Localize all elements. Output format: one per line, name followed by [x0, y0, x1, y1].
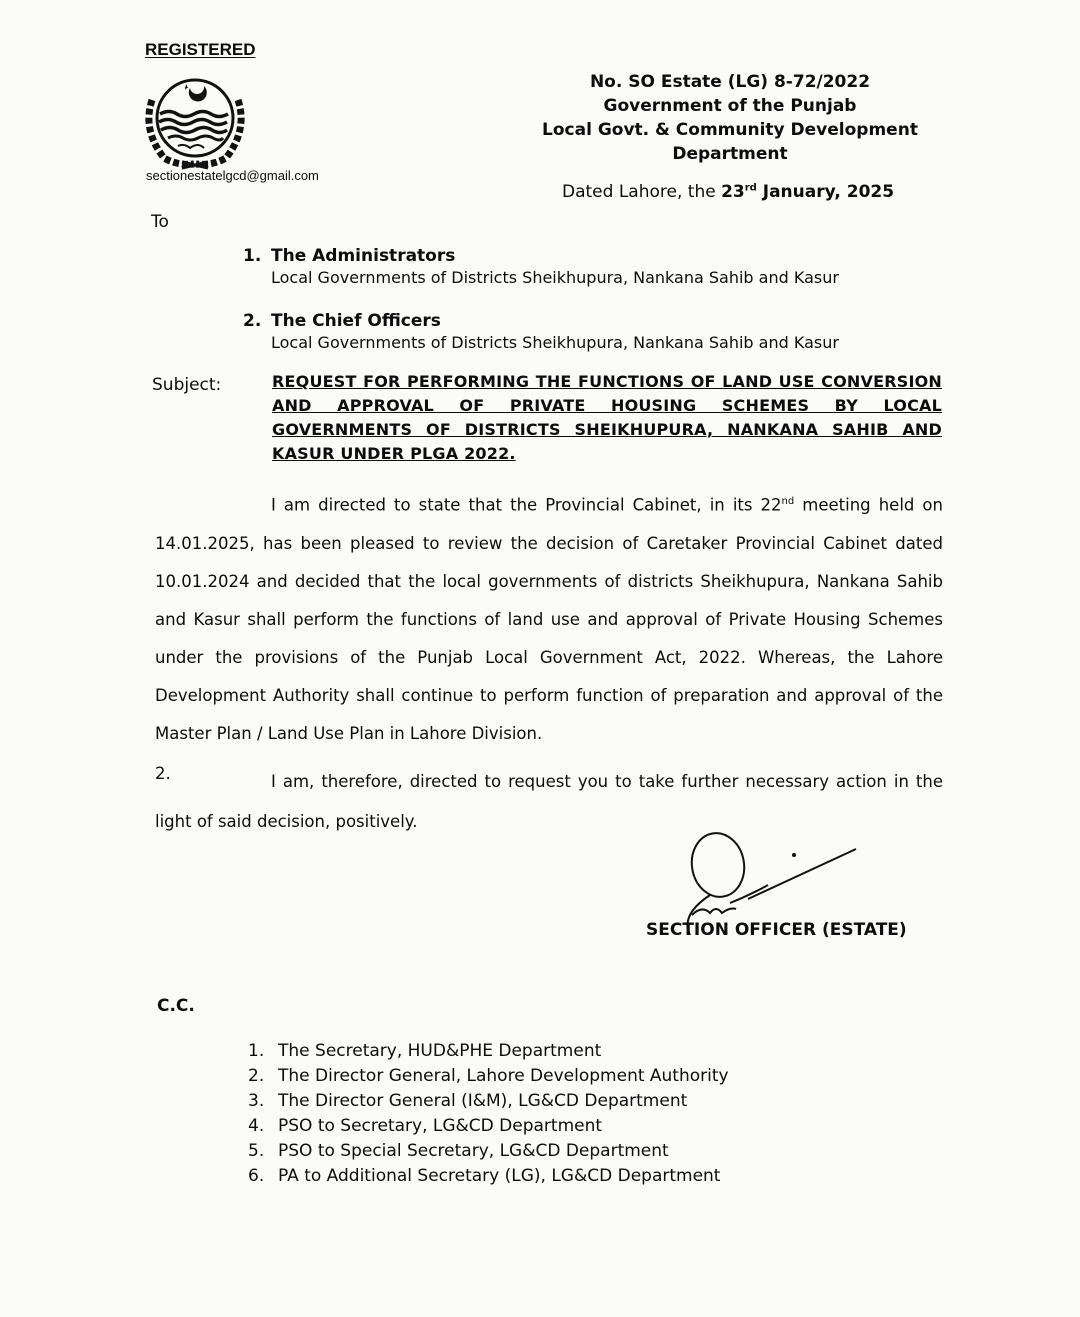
subject-text: REQUEST FOR PERFORMING THE FUNCTIONS OF LAND USE CONVERSION AND APPROVAL OF PRIVATE HOUSING SCHEMES BY LOCAL GOVERNMENTS OF DISTRICTS SHEIKHUPURA, NANKANA SAHIB AND KASUR UNDER PLGA 2022. — [272, 372, 942, 463]
cc-list — [248, 1039, 729, 1189]
cc-item: 1. The Secretary, HUD&PHE Department — [248, 1041, 602, 1061]
registered-mark: REGISTERED — [145, 40, 256, 59]
cc-item: 4. PSO to Secretary, LG&CD Department — [248, 1116, 603, 1136]
to-label: To — [151, 212, 169, 232]
subject-label: Subject: — [152, 375, 222, 395]
signature-icon — [660, 825, 860, 935]
reference-number: No. SO Estate (LG) 8-72/2022 — [589, 72, 871, 92]
cc-item: 6. PA to Additional Secretary (LG), LG&CD Department — [248, 1166, 721, 1186]
cc-item: 5. PSO to Special Secretary, LG&CD Department — [248, 1141, 669, 1161]
date-line: Dated Lahore, the 23rd January, 2025 — [562, 182, 895, 202]
body-paragraph-1: I am directed to state that the Provincial Cabinet, in its 22nd meeting held on 14.01.2025, has been pleased to review the decision of Caretaker Provincial Cabinet dated 10.01.2024 and decided that the local governments of districts Sheikhupura, Nankana Sahib and Kasur shall perform the functions of land use and approval of Private Housing Schemes under the provisions of the Punjab Local Government Act, 2022. Whereas, the Lahore Development Authority shall continue to perform function of preparation and approval of the Master Plan / Land Use Plan in Lahore Division. — [155, 495, 943, 743]
department-name-line2: Department — [672, 144, 788, 164]
cc-label: C.C. — [157, 996, 195, 1016]
addressee-item: 2. The Chief Officers Local Governments of Districts Sheikhupura, Nankana Sahib and Kasur — [243, 311, 839, 352]
body-paragraph-2: I am, therefore, directed to request you to take further necessary action in the light of said decision, positively. — [155, 772, 943, 831]
government-emblem-icon — [138, 70, 253, 170]
email-address: sectionestatelgcd@gmail.com — [146, 168, 319, 183]
addressee-item: 1. The Administrators Local Governments of Districts Sheikhupura, Nankana Sahib and Kasur — [243, 246, 839, 287]
signatory-designation: SECTION OFFICER (ESTATE) — [646, 920, 907, 940]
department-name-line1: Local Govt. & Community Development — [542, 120, 918, 140]
letterhead-header — [530, 70, 930, 166]
government-name: Government of the Punjab — [603, 96, 857, 116]
cc-item: 2. The Director General, Lahore Development Authority — [248, 1066, 729, 1086]
paragraph-number: 2. — [155, 764, 171, 783]
cc-item: 3. The Director General (I&M), LG&CD Department — [248, 1091, 688, 1111]
